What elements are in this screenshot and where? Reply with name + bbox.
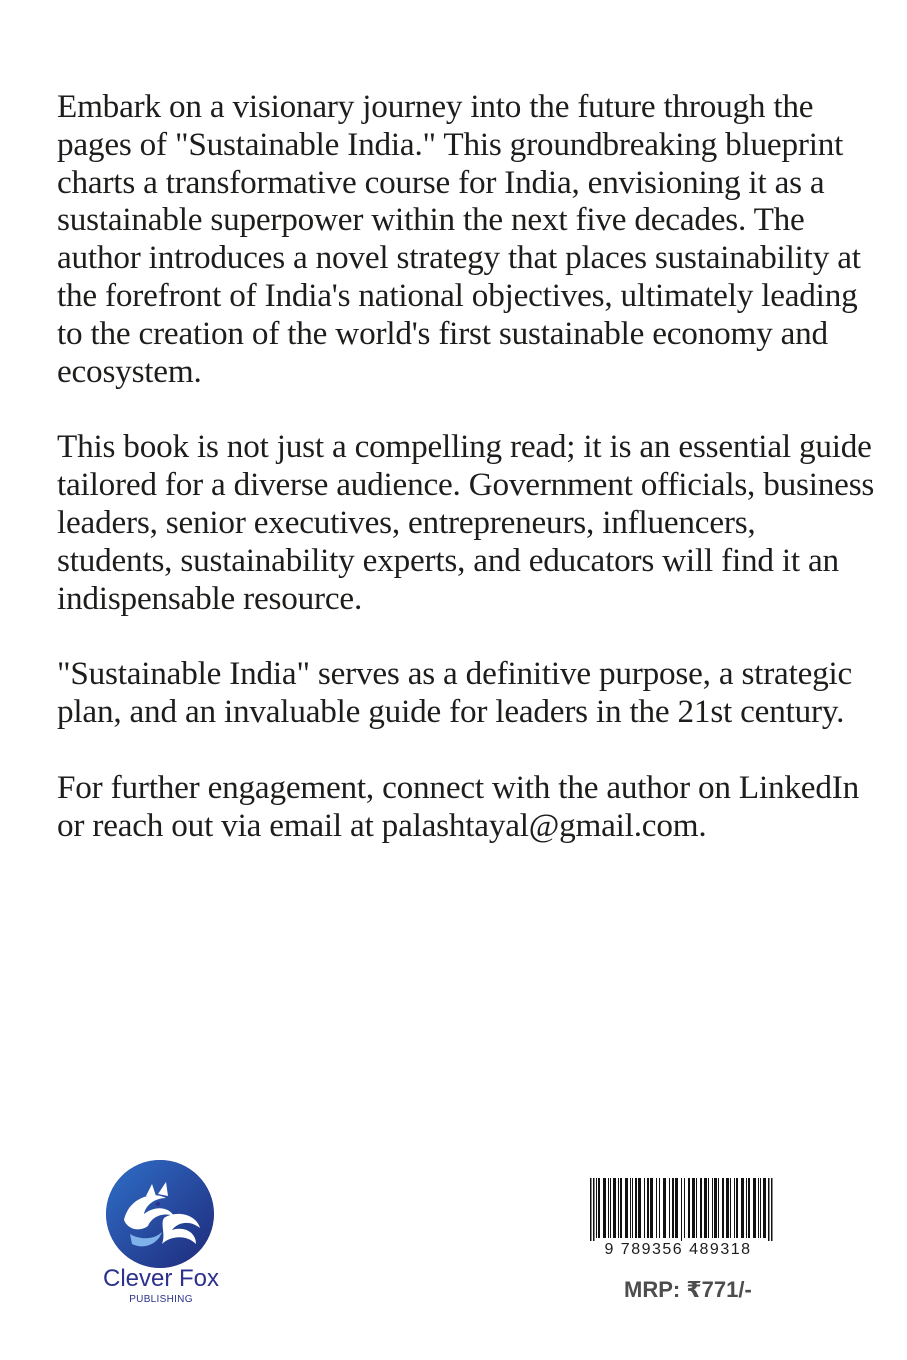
barcode-bar	[746, 1178, 747, 1238]
barcode-bar	[593, 1178, 595, 1244]
barcode-bar	[734, 1178, 735, 1238]
barcode-bar	[692, 1178, 695, 1238]
barcode-bar	[688, 1178, 690, 1238]
barcode-bar	[736, 1178, 738, 1238]
paragraph-intro: Embark on a visionary journey into the future through the pages of "Sustainable India." This groundbreaking blueprint charts a transformative course for India, envisioning it as a sustainable superpower within the next five decades. The author introduces a novel strategy that places sustainability at the forefront of India's national objectives, ultimately leading to the creation of the world's first sustainable economy and ecosystem.	[57, 88, 861, 390]
barcode-bar	[656, 1178, 657, 1238]
barcode-bar	[598, 1178, 600, 1238]
barcode-bar	[596, 1178, 597, 1238]
barcode-bar	[726, 1178, 729, 1238]
barcode-bar	[669, 1178, 670, 1238]
paragraph-contact: For further engagement, connect with the author on LinkedIn or reach out via email at palashtayal@gmail.com.	[57, 768, 859, 844]
barcode-bar	[748, 1178, 750, 1238]
barcode-bar	[753, 1178, 756, 1238]
barcode-bar	[760, 1178, 761, 1238]
barcode-bar	[635, 1178, 637, 1238]
publisher-subtitle: PUBLISHING	[129, 1294, 193, 1305]
publisher-logo	[88, 1160, 234, 1320]
barcode-bar	[730, 1178, 731, 1238]
barcode-bar	[714, 1178, 717, 1238]
barcode-bar	[632, 1178, 633, 1238]
barcode-bar	[763, 1178, 766, 1238]
barcode-bar	[684, 1178, 685, 1238]
publisher-name: Clever Fox	[102, 1265, 220, 1292]
barcode-bar	[644, 1178, 645, 1238]
barcode-bar	[659, 1178, 660, 1238]
barcode-bar	[700, 1178, 702, 1238]
barcode-bar	[625, 1178, 628, 1238]
fox-logo-icon	[106, 1160, 214, 1268]
barcode-bar	[708, 1178, 709, 1238]
barcode-bar	[618, 1178, 619, 1238]
barcode-bar	[630, 1178, 631, 1238]
barcode-bar	[758, 1178, 759, 1238]
barcode-bar	[590, 1178, 592, 1244]
barcode-bar	[696, 1178, 697, 1238]
barcode-bar	[768, 1178, 770, 1244]
barcode-bar	[610, 1178, 611, 1238]
paragraph-purpose: "Sustainable India" serves as a definitive purpose, a strategic plan, and an invaluable guide for leaders in the 21st century.	[57, 655, 853, 731]
isbn-number: 9 789356 489318	[576, 1241, 780, 1259]
barcode-bar	[608, 1178, 609, 1238]
paragraph-audience: This book is not just a compelling read; it is an essential guide tailored for a diverse audience. Government officials, business leaders, senior executives, entrepreneurs, influencers, students, sustainability experts, and educators will find it an indispensable resource.	[57, 428, 875, 617]
barcode-bar	[681, 1178, 682, 1244]
barcode-bar	[718, 1178, 719, 1238]
back-cover-text	[57, 88, 875, 845]
barcode-bar	[663, 1178, 666, 1238]
barcode-bar	[638, 1178, 641, 1238]
barcode-bar	[647, 1178, 649, 1238]
price-label: MRP: ₹771/-	[624, 1277, 752, 1302]
barcode-bar	[704, 1178, 707, 1238]
barcode-bar	[741, 1178, 744, 1238]
barcode-bar	[650, 1178, 653, 1238]
barcode-bar	[672, 1178, 674, 1238]
barcode-bar	[613, 1178, 616, 1238]
barcode-bar	[771, 1178, 773, 1244]
barcode-bar	[722, 1178, 724, 1238]
barcode-bar	[712, 1178, 713, 1238]
barcode-bar	[603, 1178, 606, 1238]
barcode-bar	[620, 1178, 622, 1238]
barcode-bar	[675, 1178, 678, 1238]
